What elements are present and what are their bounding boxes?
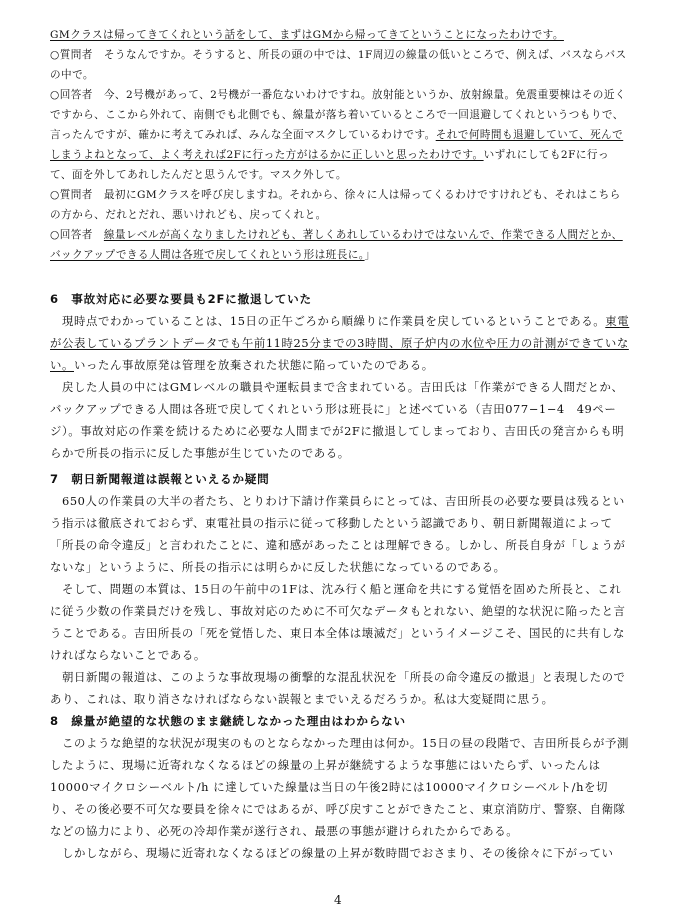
underlined-text: GMクラスは帰ってきてくれという話をして、まずはGMから帰ってきてということになったわけです。	[50, 29, 564, 41]
body-paragraph: しかしながら、現場に近寄れなくなるほどの線量の上昇が数時間でおさまり、その後徐々に下がってい	[50, 846, 614, 860]
answer-text: ○回答者 今、2号機があって、2号機が一番危ないわけですね。放射能というか、放射線量。免震重要棟はその近くですから、ここから外れて、南側でも北側でも、線量が落ち着いているところで一回退避してくれというつもりで、言ったんですが、確かに考えてみれば、みんな全面マスクしているわけです。	[50, 89, 626, 141]
transcript-line	[50, 25, 630, 45]
section-7	[50, 468, 630, 710]
body-text: 現時点でわかっていることは、15日の正午ごろから順繰りに作業員を戻しているということである。	[50, 314, 606, 328]
answer-paragraph	[50, 225, 630, 265]
underlined-text: 線量レベルが高くなりましたけれども、著しくあれしているわけではないんで、	[103, 229, 502, 241]
body-paragraph	[50, 310, 630, 376]
body-paragraph: 650人の作業員の大半の者たち、とりわけ下請け作業員らにとっては、吉田所長の必要な要員は残るという指示は徹底されておらず、東電社員の指示に従って移動したという認識であり、朝日新聞報道によって「所長の命令違反」と言われたことに、違和感があったことは理解できる。しかし、所長自身が「しょうがないな」というように、所長の指示には明らかに反した状態になっているのである。	[50, 494, 626, 574]
interview-transcript	[50, 25, 630, 265]
body-paragraph: 朝日新聞の報道は、このような事故現場の衝撃的な混乱状況を「所長の命令違反の撤退」と表現したのであり、これは、取り消さなければならない誤報とまでいえるだろうか。私は大変疑問に思う。	[50, 670, 626, 706]
answer-text: 」	[364, 249, 376, 261]
section-heading: 7 朝日新聞報道は誤報といえるか疑問	[50, 472, 270, 486]
section-8	[50, 710, 630, 864]
underlined-text: 東電が公表しているプラントデータでも午前11時25分までの3時間、原子炉内の水位や圧力の計測ができていない。	[50, 314, 630, 372]
body-paragraph: そして、問題の本質は、15日の午前中の1Fは、沈み行く船と運命を共にする覚悟を固めた所長と、これに従う少数の作業員だけを残し、事故対応のために不可欠なデータもとれない、絶望的な状況に陥ったと言うことである。吉田所長の「死を覚悟した、東日本全体は壊滅だ」というイメージこそ、国民的に共有しなければならないことである。	[50, 582, 626, 662]
body-paragraph: 戻した人員の中にはGMレベルの職員や運転員まで含まれている。吉田氏は「作業ができる人間だとか、バックアップできる人間は各班で戻してくれという形は班長に」と述べている（吉田077−1−4 49ページ）。事故対応の作業を続けるために必要な人間までが2Fに撤退してしまっており、吉田氏の発言からも明らかで所長の指示に反した事態が生じていたのである。	[50, 380, 625, 460]
page-number: 4	[333, 893, 343, 907]
section-heading: 6 事故対応に必要な要員も2Fに撤退していた	[50, 292, 312, 306]
answer-text: いずれにしても2Fに行って、面を外してあれしたんだと思うんです。マスク外して。	[50, 149, 610, 181]
underlined-text: それで何時間も退避していて、死んでしまうよねとなって、よく考えれば2Fに行った方がはるかに正しいと思ったわけです。	[50, 129, 624, 161]
underlined-text: 作業できる人間だとか、バックアップできる人間は各班で戻してくれという形は班長に。	[50, 229, 623, 261]
answer-paragraph	[50, 85, 630, 185]
section-heading: 8 線量が絶望的な状態のまま継続しなかった理由はわからない	[50, 714, 406, 728]
section-6	[50, 288, 630, 464]
answer-label: ○回答者	[50, 229, 104, 241]
question-paragraph: ○質問者 最初にGMクラスを呼び戻しますね。それから、徐々に人は帰ってくるわけですけれども、それはこちらの方から、だれとだれ、悪いけれども、戻ってくれと。	[50, 189, 621, 221]
question-paragraph: ○質問者 そうなんですか。そうすると、所長の頭の中では、1F周辺の線量の低いところで、例えば、バスならバスの中で。	[50, 49, 627, 81]
body-paragraph: このような絶望的な状況が現実のものとならなかった理由は何か。15日の昼の段階で、吉田所長らが予測したように、現場に近寄れなくなるほどの線量の上昇が継続するような事態にはいたらず、いったんは10000マイクロシーベルト/h に達していた線量は当日の午後2時には10000マイクロシーベルト/hを切り、その後必要不可欠な要員を徐々にではあるが、呼び戻すことができたこと、東京消防庁、警察、自衛隊などの協力により、必死の冷却作業が遂行され、最悪の事態が避けられたからである。	[50, 736, 630, 838]
body-text: いったん事故原発は管理を放棄された状態に陥っていたのである。	[73, 358, 434, 372]
